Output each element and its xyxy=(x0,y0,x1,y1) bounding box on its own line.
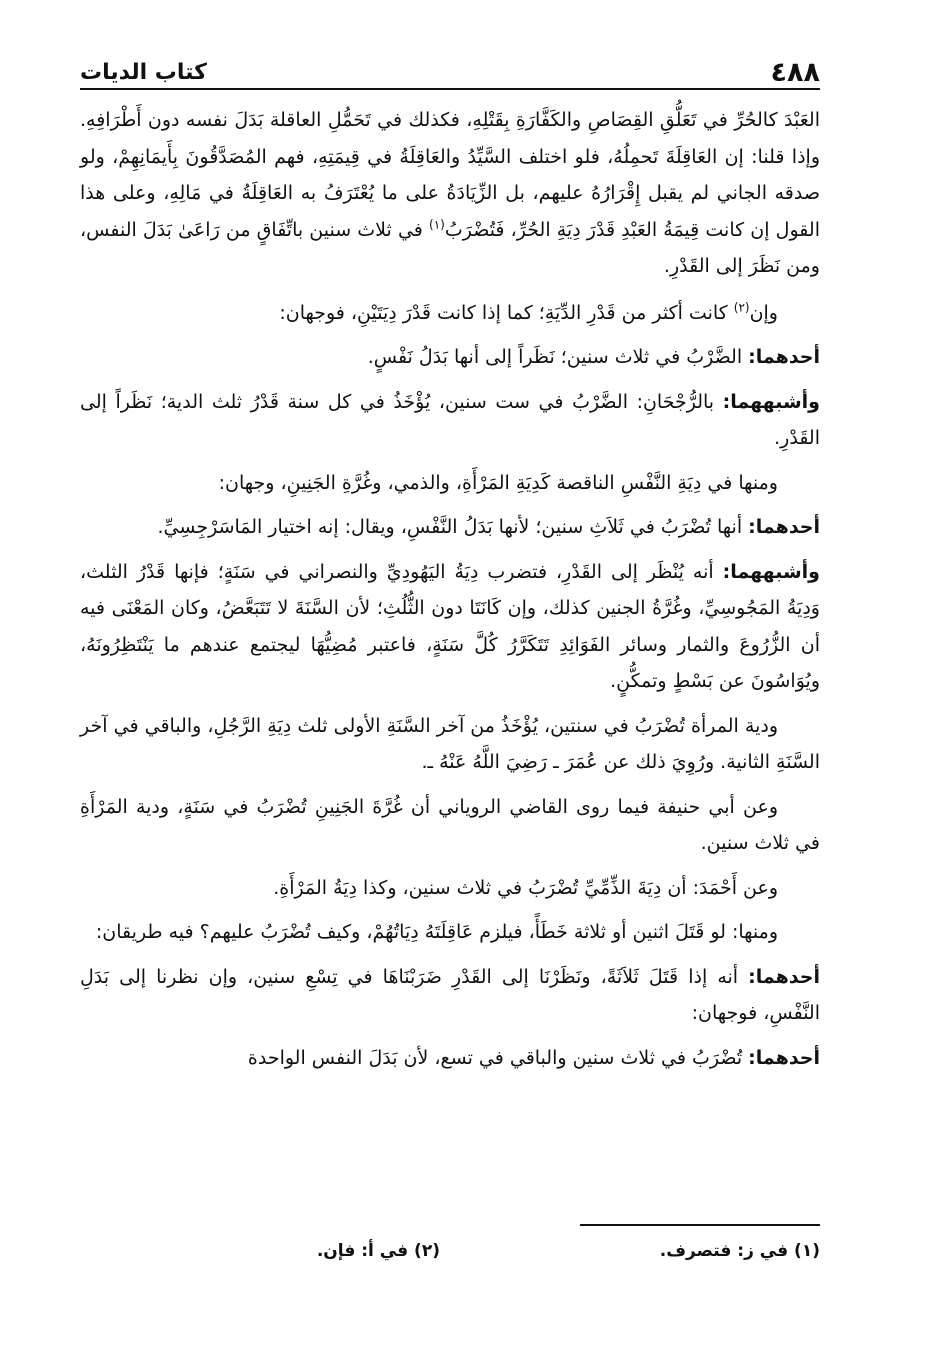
paragraph xyxy=(80,465,820,502)
paragraph-text: العَبْدَ كالحُرِّ في تَعَلُّقِ القِصَاصِ والكَفَّارَةِ بِقَتْلِهِ، فكذلك في تَحَمُّلِ العاقلة بَدَلَ نفسه دون أَطْرَافِهِ. وإذا قلنا: إن العَاقِلَةَ تَحمِلُهُ، فلو اختلف السَّيِّدُ والعَاقِلَةُ في قِيمَتِهِ، فهم المُصَدَّقُونَ بِأَيمَانِهِمْ، ولو صدقه الجاني لم يقبل إِقْرَارُهُ عليهم، بل الزِّيَادَةُ على ما يُعْتَرَفُ به العَاقِلَةُ في مَالِهِ، وعلى هذا القول إن كانت قِيمَةُ العَبْدِ قَدْرَ دِيَةِ الحُرِّ، فَتُضْرَبُ xyxy=(80,109,820,241)
paragraph-text: الضَّرْبُ في ثلاث سنين؛ نَظَراً إلى أنها بَدَلُ نَفْسٍ. xyxy=(367,346,743,368)
paragraph-text: أنه يُنْظَر إلى القَدْرِ، فتضرب دِيَةُ اليَهُودِيِّ والنصراني في سَنَةٍ؛ فإنها قَدْرُ الثلث، وَدِيَةُ المَجُوسِيِّ، وغُرَّةُ الجنين كذلك، وإن كَانَتَا دون الثُّلُثِ؛ لأن السَّنَةَ لا تَتَبَعَّضُ، وكان المَعْنَى فيه أن الزُّرُوعَ والثمار وسائر الفَوَائِدِ تَتَكَرَّرُ كُلَّ سَنَةٍ، فاعتبر مُضِيُّهَا ليجتمع عندهم ما يَنْتَظِرُونَهُ، ويُوَاسُونَ عن بَسْطٍ وتمكُّنٍ. xyxy=(80,560,820,692)
paragraph-text: تُضْرَبُ في ثلاث سنين والباقي في تسع، لأن بَدَلَ النفس الواحدة xyxy=(247,1046,743,1069)
paragraph xyxy=(80,295,820,332)
lead-term: أحدهما: xyxy=(748,346,820,368)
lead-term: وأشبههما: xyxy=(722,560,820,583)
page-number: ٤٨٨ xyxy=(770,57,820,88)
paragraph xyxy=(80,102,820,285)
paragraph-text: وعن أبي حنيفة فيما روى القاضي الروياني أن غُرَّةَ الجَنِينِ تُضْرَبُ في سَنَةٍ، ودية المَرْأَةِ في ثلاث سنين. xyxy=(80,795,820,854)
footnote-2 xyxy=(317,1236,440,1266)
paragraph xyxy=(80,708,820,781)
lead-term: أحدهما: xyxy=(748,1046,820,1069)
footnote-rule xyxy=(580,1224,820,1226)
page-header xyxy=(80,40,820,90)
paragraph-text: ومنها في دِيَةِ النَّفْسِ الناقصة كَدِيَةِ المَرْأَةِ، والذمي، وغُرَّةِ الجَنِينِ، وجهان: xyxy=(218,471,778,494)
paragraph-text: أنه إذا قَتَلَ ثَلاَثَةً، ونَظَرْنَا إلى القَدْرِ ضَرَبْنَاهَا في تِسْعِ سنين، وإن نظرنا إلى بَدَلِ النَّفْسِ، فوجهان: xyxy=(80,965,820,1024)
paragraph-text: وعن أَحْمَدَ: أن دِيَةَ الذِّمِّيِّ تُضْرَبُ في ثلاث سنين، وكذا دِيَةُ المَرْأَةِ. xyxy=(273,876,778,899)
footnote-number: (٢) xyxy=(414,1241,440,1261)
paragraph-text: في ثلاث سنين باتِّفَاقٍ من رَاعَىٰ بَدَلَ النفس، ومن نَظَرَ إلى القَدْرِ. xyxy=(80,218,820,277)
paragraph xyxy=(80,384,820,457)
paragraph xyxy=(80,914,820,951)
paragraph-text: بالرُّجْحَانِ: الضَّرْبُ في ست سنين، يُؤْخَذُ في كل سنة قَدْرُ ثلث الدية؛ نَظَراً إلى القَدْرِ. xyxy=(80,390,820,449)
paragraph xyxy=(80,789,820,862)
footnote-ref: (٢) xyxy=(733,300,750,315)
footnote-text: في ز: فتصرف. xyxy=(659,1241,789,1261)
paragraph xyxy=(80,554,820,700)
running-title: كتاب الديات xyxy=(80,60,207,85)
header-rule xyxy=(80,88,820,90)
footnote-text: في أ: فإن. xyxy=(316,1241,409,1261)
footnote-1 xyxy=(660,1236,820,1266)
paragraph-text: كانت أكثر من قَدْرِ الدِّيَةِ؛ كما إذا كانت قَدْرَ دِيَتَيْنِ، فوجهان: xyxy=(279,301,728,324)
paragraph-text: ومنها: لو قَتَلَ اثنين أو ثلاثة خَطَأً، فيلزم عَاقِلَتَهُ دِيَاتُهُمْ، وكيف تُضْرَبُ عليهم؟ فيه طريقان: xyxy=(95,921,778,943)
paragraph xyxy=(80,509,820,546)
lead-term: وأشبههما: xyxy=(722,390,820,413)
lead-term: أحدهما: xyxy=(748,965,820,988)
paragraph-text: ودية المرأة تُضْرَبُ في سنتين، يُؤْخَذُ من آخر السَّنَةِ الأولى ثلث دِيَةِ الرَّجُلِ، والباقي في آخر السَّنَةِ الثانية. ورُوِيَ ذلك عن عُمَرَ ـ رَضِيَ اللَّهُ عَنْهُ ـ. xyxy=(80,714,820,773)
paragraph xyxy=(80,959,820,1032)
body-text xyxy=(80,102,820,1084)
paragraph xyxy=(80,1040,820,1077)
lead-term: أحدهما: xyxy=(748,516,820,538)
footnote-number: (١) xyxy=(794,1241,820,1261)
footnotes xyxy=(80,1236,820,1270)
footnote-ref: (١) xyxy=(429,217,445,232)
paragraph-text: وإن xyxy=(749,301,778,324)
paragraph xyxy=(80,870,820,907)
paragraph xyxy=(80,339,820,376)
paragraph-text: أنها تُضْرَبُ في ثَلاَثِ سنين؛ لأنها بَدَلُ النَّفْسِ، ويقال: إنه اختيار المَاسَرْجِسِيِّ. xyxy=(157,516,743,538)
